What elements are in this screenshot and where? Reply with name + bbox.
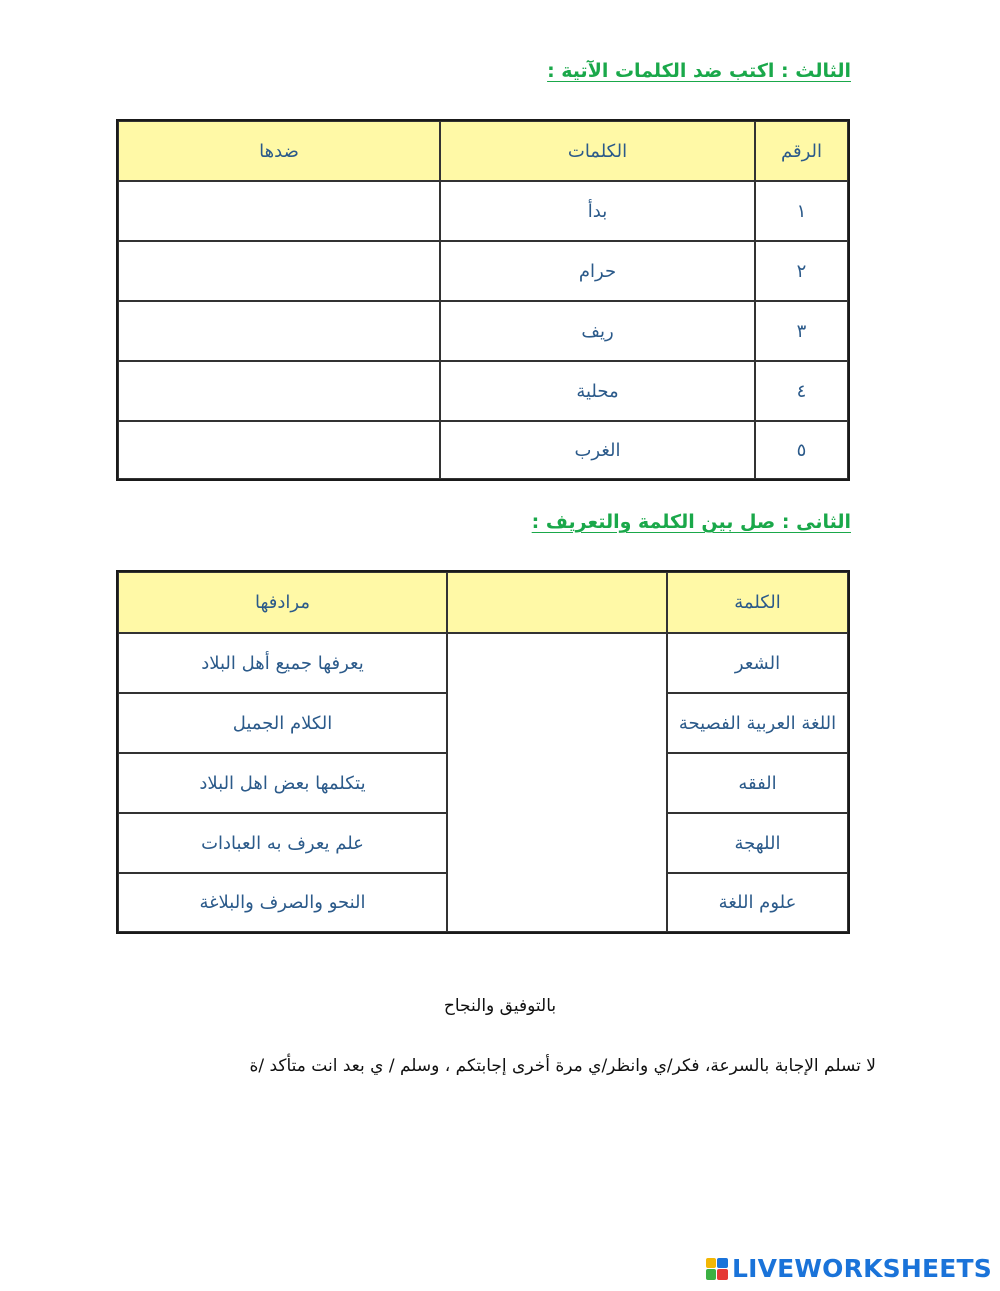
row-word: الغرب	[440, 421, 755, 479]
opposite-answer-field[interactable]	[118, 301, 440, 361]
row-number: ٤	[755, 361, 848, 421]
match-word[interactable]: الشعر	[667, 633, 848, 693]
row-word: حرام	[440, 241, 755, 301]
advice-text: لا تسلم الإجابة بالسرعة، فكر/ي وانظر/ي مرة أخرى إجابتكم ، وسلم / ي بعد انت متأكد /ة	[249, 1056, 876, 1076]
section3-title: الثالث : اكتب ضد الكلمات الآتية :	[547, 60, 851, 82]
match-word[interactable]: علوم اللغة	[667, 873, 848, 932]
table-row	[118, 181, 848, 241]
row-word: ريف	[440, 301, 755, 361]
header-synonym: مرادفها	[118, 572, 447, 633]
section2-title: الثانى : صل بين الكلمة والتعريف :	[531, 511, 851, 533]
row-number: ٢	[755, 241, 848, 301]
row-word: بدأ	[440, 181, 755, 241]
match-word[interactable]: الفقه	[667, 753, 848, 813]
match-word[interactable]: اللغة العربية الفصيحة	[667, 693, 848, 753]
opposites-table	[116, 119, 850, 481]
row-number: ١	[755, 181, 848, 241]
matching-table	[116, 570, 850, 934]
opposite-answer-field[interactable]	[118, 421, 440, 479]
table-row	[118, 421, 848, 479]
table-row	[118, 301, 848, 361]
match-word[interactable]: اللهجة	[667, 813, 848, 873]
table-row	[118, 361, 848, 421]
logo-text: LIVEWORKSHEETS	[731, 1254, 992, 1283]
header-opposite: ضدها	[118, 121, 440, 181]
table-row	[118, 633, 848, 693]
header-middle	[447, 572, 667, 633]
header-words: الكلمات	[440, 121, 755, 181]
match-synonym[interactable]: النحو والصرف والبلاغة	[118, 873, 447, 932]
opposite-answer-field[interactable]	[118, 181, 440, 241]
good-luck-text: بالتوفيق والنجاح	[443, 996, 557, 1016]
liveworksheets-logo-icon	[706, 1258, 728, 1280]
row-number: ٣	[755, 301, 848, 361]
row-word: محلية	[440, 361, 755, 421]
match-synonym[interactable]: الكلام الجميل	[118, 693, 447, 753]
match-synonym[interactable]: علم يعرف به العبادات	[118, 813, 447, 873]
table-row	[118, 241, 848, 301]
header-word: الكلمة	[667, 572, 848, 633]
opposite-answer-field[interactable]	[118, 241, 440, 301]
match-synonym[interactable]: يتكلمها بعض اهل البلاد	[118, 753, 447, 813]
liveworksheets-logo	[706, 1254, 992, 1283]
row-number: ٥	[755, 421, 848, 479]
opposite-answer-field[interactable]	[118, 361, 440, 421]
header-number: الرقم	[755, 121, 848, 181]
match-synonym[interactable]: يعرفها جميع أهل البلاد	[118, 633, 447, 693]
matching-area[interactable]	[447, 633, 667, 932]
